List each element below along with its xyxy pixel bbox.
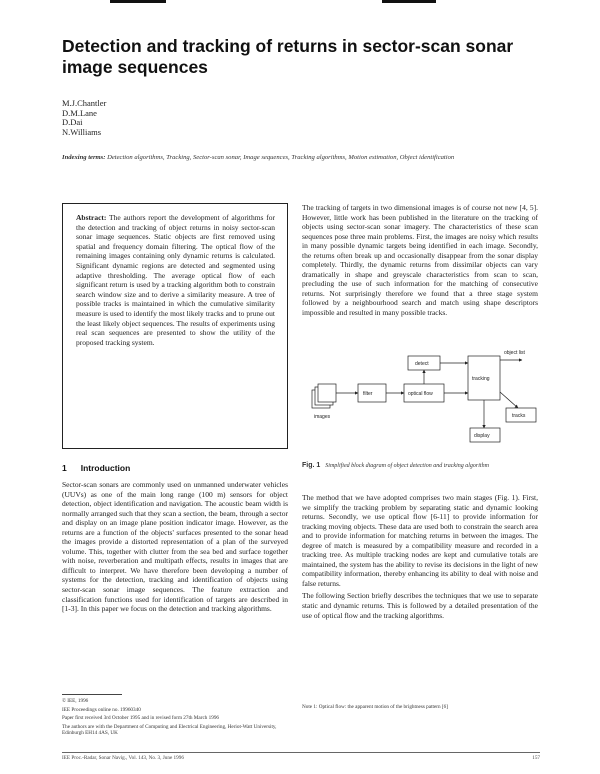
- author-name: D.M.Lane: [62, 107, 97, 118]
- abstract-label: Abstract:: [76, 213, 107, 222]
- author-name: D.Dai: [62, 117, 83, 128]
- body-paragraph: The method that we have adopted comprises two main stages (Fig. 1). First, we simplify the tracking problem by separating static and dynamic looking returns. Secondly, we use optical flow [6-11] to provide information for tracking moving objects. These data are used both to constrain the search area and to provide information for matching returns in between the images. The degree of match is measured by a compatibility measure and recorded in a tracking tree. As multiple tracking nodes are kept and cumulative totals are maintained, the system has the ability to revise its decisions in the light of new compatibility information, thereby enhancing its ability to deal with noise and false returns.: [302, 493, 538, 588]
- indexing-terms-text: Detection algorithms, Tracking, Sector-scan sonar, Image sequences, Tracking algorithms, Motion estimation, Object identification: [107, 154, 455, 161]
- intro-right-column-top: [302, 203, 538, 343]
- journal-citation: IEE Proc.-Radar, Sonar Navig., Vol. 143, No. 3, June 1996: [62, 755, 184, 761]
- display-label: display: [474, 433, 490, 439]
- body-paragraph: The following Section briefly describes the techniques that we use to separate static and dynamic returns. This is followed by a detailed presentation of the use of optical flow and the tracking algorithms.: [302, 591, 538, 620]
- tracking-label: tracking: [472, 376, 490, 382]
- detect-label: detect: [415, 361, 429, 367]
- column-note: Note 1: Optical flow: the apparent motion of the brightness pattern [6]: [302, 704, 448, 710]
- abstract-paragraph: [76, 213, 275, 347]
- figure-caption-text: Simplified block diagram of object detection and tracking algorithm: [325, 463, 489, 469]
- block-diagram: [308, 348, 540, 458]
- paper-title: Detection and tracking of returns in sector-scan sonar image sequences: [62, 36, 514, 77]
- indexing-terms: [62, 154, 562, 161]
- body-paragraph: Sector-scan sonars are commonly used on unmanned underwater vehicles (UUVs) as one of the main long range (100 m) sensors for object detection, object identification and navigation. The acoustic beam width is normally arranged such that they scan a section, the beam, through a sector and display on an image plane position indicator image. However, as the returns are a function of the objects' surfaces presented to the sonar head the images provide a distorted representation of a plan of the surveyed volume. This, together with clutter from the sea bed and surface together with noise, reverberation and multipath effects, results in images that are difficult to interpret. We have therefore been developing a number of systems for the detection, tracking and identification of objects using sector-scan sonar image sequences. The feature extraction and classification functions used for identification of targets are described in [1-3]. In this paper we focus on the detection and tracking algorithms.: [62, 480, 288, 614]
- intro-left-column: [62, 480, 288, 692]
- header-rule-left: [110, 0, 166, 3]
- abstract-text: The authors report the development of algorithms for the detection and tracking of object returns in noisy sector-scan sonar image sequences. Static objects are first removed using spatial and frequency domain filtering. The optical flow of the remaining images containing only dynamic returns is calculated. Significant dynamic regions are detected and segmented using adaptive thresholding. The average optical flow of each significant return is used by a tracking algorithm both to constrain search window size and to derive a similarity measure. A tree of possible tracks is maintained in which the cumulative similarity measure is used to identify the most likely tracks and to prune out the least likely object sequences. The results of experiments using real scan sequences are presented to show the utility of the proposed tracking system.: [76, 213, 275, 347]
- section-heading: [62, 463, 144, 473]
- filter-label: filter: [363, 391, 373, 397]
- optical-flow-label: optical flow: [408, 391, 433, 397]
- block-diagram-figure: [308, 348, 540, 458]
- figure-caption: [302, 462, 538, 471]
- first-page-footnote: [62, 694, 288, 739]
- page-footer: [62, 752, 540, 761]
- figure-number: Fig. 1: [302, 462, 321, 469]
- footnote-line: Paper first received 3rd October 1995 and in revised form 27th March 1996: [62, 715, 220, 722]
- page-number: 157: [532, 755, 540, 761]
- body-paragraph: The tracking of targets in two dimensional images is of course not new [4, 5]. However, little work has been published in the literature on the tracking of objects using sector-scan sonar imagery. The characteristics of these scan sequences pose three main problems. First, the images are noisy which results in many possible dynamic targets being identified in each image. Secondly, the returns often break up and occasionally disappear from the sonar display completely. Thirdly, the dynamic returns from dissimilar objects can vary dramatically in shape and greyscale characteristics from scan to scan, precluding the use of such information for the matching of consecutive returns. Not surprisingly therefore we found that a three stage system followed by a neighbourhood search and match using shape descriptors impossible and resulted in many possible tracks.: [302, 203, 538, 318]
- author-list: [62, 99, 106, 137]
- section-number: 1: [62, 463, 67, 473]
- intro-right-column-bottom: [302, 493, 538, 699]
- header-rule-right: [382, 0, 436, 3]
- footnote-rule: [62, 694, 122, 695]
- abstract-box: [62, 203, 288, 449]
- footnote-line: © IEE, 1996: [62, 698, 89, 704]
- section-title: Introduction: [80, 463, 131, 473]
- input-label: images: [314, 414, 331, 420]
- tracks-label: tracks: [512, 413, 526, 419]
- author-name: N.Williams: [62, 126, 102, 137]
- author-name: M.J.Chantler: [62, 98, 107, 108]
- footnote-line: The authors are with the Department of Computing and Electrical Engineering, Heriot-Watt University, Edinburgh EH14 4AS, UK: [62, 723, 277, 737]
- footnote-line: IEE Proceedings online no. 19960340: [62, 706, 141, 713]
- object-list-label: object list: [504, 350, 525, 356]
- indexing-terms-label: Indexing terms:: [62, 154, 106, 161]
